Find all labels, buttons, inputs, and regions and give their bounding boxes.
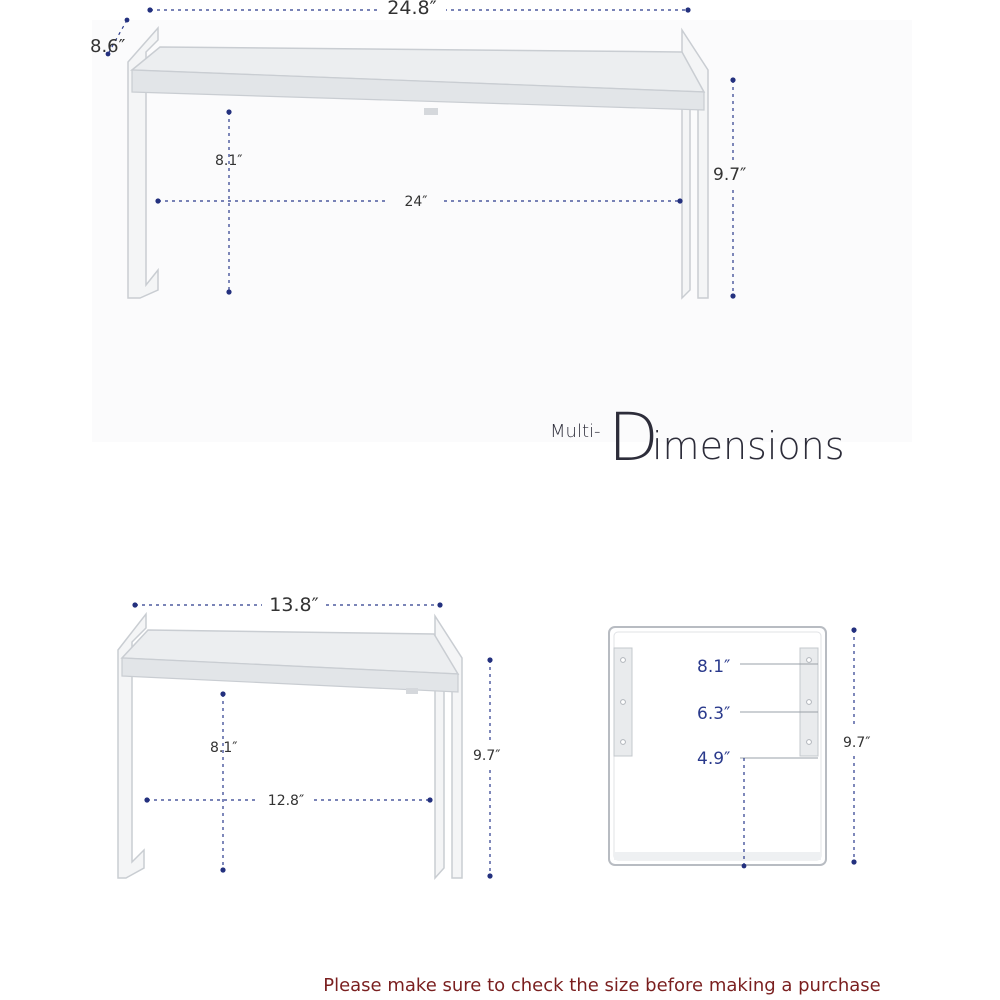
large-shelf-inner-height: 8.1″ <box>215 153 243 169</box>
headline-initial: D <box>608 399 659 476</box>
large-shelf-total-height: 9.7″ <box>713 165 747 185</box>
side-view-floor <box>614 852 821 860</box>
large-shelf-top-width: 24.8″ <box>387 0 437 19</box>
small-shelf-total-height: 9.7″ <box>473 748 501 764</box>
side-view-total-height: 9.7″ <box>843 735 871 751</box>
small-shelf-inner-width: 12.8″ <box>267 793 305 809</box>
large-shelf-depth: 8.6″ <box>90 36 126 57</box>
small-shelf-inner-height: 8.1″ <box>210 740 238 756</box>
purchase-notice: Please make sure to check the size before making a purchase <box>323 975 881 996</box>
small-shelf-clip <box>406 688 418 694</box>
small-shelf-top-width: 13.8″ <box>269 594 319 616</box>
headline-prefix: Multi- <box>550 421 601 442</box>
large-shelf-clip <box>424 108 438 115</box>
small-shelf-illustration <box>118 614 462 878</box>
side-view-level-low: 4.9″ <box>697 749 731 769</box>
headline-rest: imensions <box>652 424 845 468</box>
large-shelf-inner-width: 24″ <box>404 194 428 210</box>
side-view-level-mid: 6.3″ <box>697 704 731 724</box>
side-view-level-high: 8.1″ <box>697 657 731 677</box>
